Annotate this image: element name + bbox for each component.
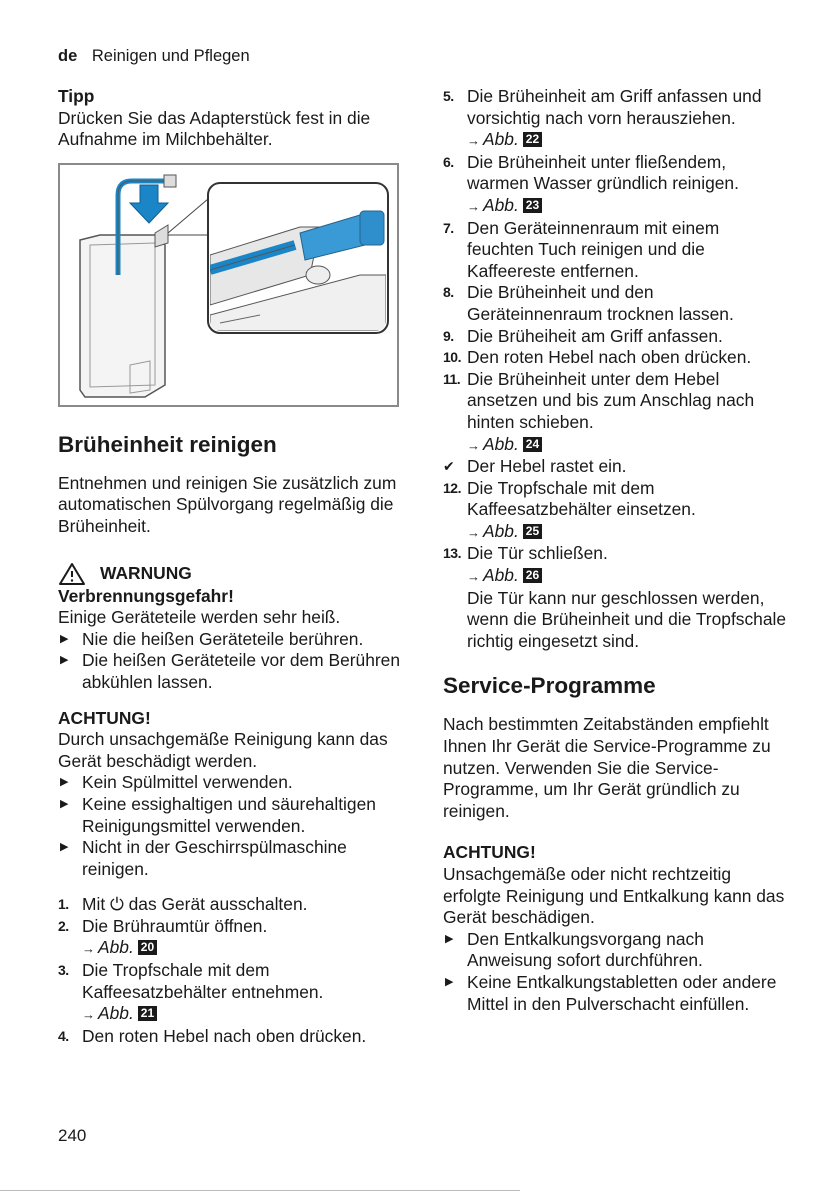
step-item: 9. Die Brüheiheit am Griff anfassen. <box>443 325 723 346</box>
warning-label: WARNUNG <box>100 562 192 583</box>
hazard-title: Verbrennungsgefahr! <box>58 585 234 606</box>
step-item: 1. Mit ⏻ das Gerät ausschalten. <box>58 894 308 915</box>
heading-brueheinheit: Brüheinheit reinigen <box>58 431 277 457</box>
arrow-right-icon: → <box>467 524 480 540</box>
step-item: 2. Die Brühraumtür öffnen. → Abb. 20 <box>58 916 403 960</box>
achtung-bullet-list <box>58 772 403 880</box>
figure-number-badge: 20 <box>138 940 157 955</box>
step-item: 4. Den roten Hebel nach oben drücken. <box>58 1025 367 1046</box>
figure-number-badge: 23 <box>523 198 542 213</box>
achtung-text: Durch unsachgemäße Reinigung kann das Gerät beschädigt werden. <box>58 729 388 771</box>
check-icon: ✔ <box>443 458 455 475</box>
warning-header <box>58 562 403 586</box>
arrow-right-icon: → <box>467 569 480 585</box>
tip-text: Drücken Sie das Adapterstück fest in die Aufnahme im Milchbehälter. <box>58 107 371 150</box>
left-column <box>58 86 403 1047</box>
service-text: Nach bestimmten Zeitabständen empfiehlt Ihnen Ihr Gerät die Service-Programme zu nutzen. Verwenden Sie die Service-Programme, um Ihr Gerät gründlich zu reinigen. <box>443 714 771 821</box>
heading-service-programme: Service-Programme <box>443 673 656 699</box>
list-item: ▶ Kein Spülmittel verwenden. <box>60 772 293 793</box>
step-item: 8. Die Brüheinheit und den Geräteinnenraum trocknen lassen. <box>443 282 734 324</box>
bullet-arrow-icon: ▶ <box>60 632 69 645</box>
step-list-right <box>443 86 788 652</box>
figure-number-badge: 26 <box>523 568 542 583</box>
arrow-right-icon: → <box>467 198 480 214</box>
step-item: 7. Den Geräteinnenraum mit einem feuchten Tuch reinigen und die Kaffeereste entfernen. <box>443 217 720 281</box>
bullet-arrow-icon: ▶ <box>60 797 69 810</box>
figure-number-badge: 24 <box>523 437 542 452</box>
figure-reference: → Abb. 26 <box>467 565 788 588</box>
list-item: ▶ Nicht in der Geschirrspülmaschine reinigen. <box>60 837 347 879</box>
step-item: 3. Die Tropfschale mit dem Kaffeesatzbehälter entnehmen. → Abb. 21 <box>58 960 403 1026</box>
list-item: ▶ Die heißen Geräteteile vor dem Berühren abkühlen lassen. <box>60 650 401 692</box>
list-item: ▶ Keine Entkalkungstabletten oder andere Mittel in den Pulverschacht einfüllen. <box>445 971 777 1014</box>
running-header <box>58 46 250 68</box>
figure-reference: → Abb. 21 <box>82 1003 403 1026</box>
section-title: Reinigen und Pflegen <box>91 47 250 65</box>
achtung-bullet-list <box>443 929 788 1015</box>
bullet-arrow-icon: ▶ <box>60 841 69 854</box>
figure-reference: → Abb. 22 <box>467 129 788 152</box>
tip-title: Tipp <box>58 86 95 106</box>
warning-bullet-list <box>58 629 403 694</box>
step-item: 10. Den roten Hebel nach oben drücken. <box>443 347 752 368</box>
step-item: 12. Die Tropfschale mit dem Kaffeesatzbehälter einsetzen. → Abb. 25 <box>443 478 788 544</box>
step-list-left <box>58 894 403 1047</box>
language-code: de <box>58 47 78 65</box>
figure-reference: → Abb. 20 <box>82 937 403 960</box>
adapter-illustration-svg <box>60 165 397 405</box>
arrow-right-icon: → <box>82 1007 95 1023</box>
list-item: ▶ Den Entkalkungsvorgang nach Anweisung sofort durchführen. <box>445 928 704 971</box>
step-item: 5. Die Brüheinheit am Griff anfassen und vorsichtig nach vorn herausziehen. → Abb. 22 <box>443 86 788 152</box>
step-note: Die Tür kann nur geschlossen werden, wenn die Brüheinheit und die Tropfschale richtig eingesetzt sind. <box>467 587 787 651</box>
step-item: 11. Die Brüheinheit unter dem Hebel ansetzen und bis zum Anschlag nach hinten schieben. → Abb. 24 <box>443 369 788 456</box>
warning-triangle-icon <box>58 562 86 586</box>
list-item: ▶ Keine essighaltigen und säurehaltigen Reinigungsmittel verwenden. <box>60 793 376 836</box>
hazard-text: Einige Geräteteile werden sehr heiß. <box>58 607 341 628</box>
figure-number-badge: 22 <box>523 132 542 147</box>
bullet-arrow-icon: ▶ <box>445 975 454 988</box>
arrow-right-icon: → <box>467 437 480 453</box>
step-item: 13. Die Tür schließen. → Abb. 26 Die Tür kann nur geschlossen werden, wenn die Brüheinheit und die Tropfschale richtig eingesetzt sind. <box>443 543 787 651</box>
achtung-text: Unsachgemäße oder nicht rechtzeitig erfolgte Reinigung und Entkalkung kann das Gerät beschädigen. <box>443 864 785 928</box>
figure-reference: → Abb. 23 <box>467 195 788 218</box>
intro-text: Entnehmen und reinigen Sie zusätzlich zum automatischen Spülvorgang regelmäßig die Brüheinheit. <box>58 472 397 536</box>
milk-container-illustration <box>58 163 399 407</box>
figure-number-badge: 25 <box>523 524 542 539</box>
result-item: ✔ Der Hebel rastet ein. <box>443 456 627 477</box>
step-item: 6. Die Brüheinheit unter fließendem, warmen Wasser gründlich reinigen. → Abb. 23 <box>443 152 788 218</box>
bullet-arrow-icon: ▶ <box>445 932 454 945</box>
arrow-right-icon: → <box>82 941 95 957</box>
list-item: ▶ Nie die heißen Geräteteile berühren. <box>60 628 364 649</box>
bullet-arrow-icon: ▶ <box>60 654 69 667</box>
achtung-label: ACHTUNG! <box>443 842 536 863</box>
figure-reference: → Abb. 25 <box>467 521 788 544</box>
bullet-arrow-icon: ▶ <box>60 776 69 789</box>
achtung-label: ACHTUNG! <box>58 707 151 728</box>
page-number: 240 <box>58 1126 87 1145</box>
bottom-rule <box>0 1190 520 1191</box>
arrow-right-icon: → <box>467 133 480 149</box>
figure-number-badge: 21 <box>138 1006 157 1021</box>
right-column <box>443 86 788 1015</box>
figure-reference: → Abb. 24 <box>467 434 788 457</box>
